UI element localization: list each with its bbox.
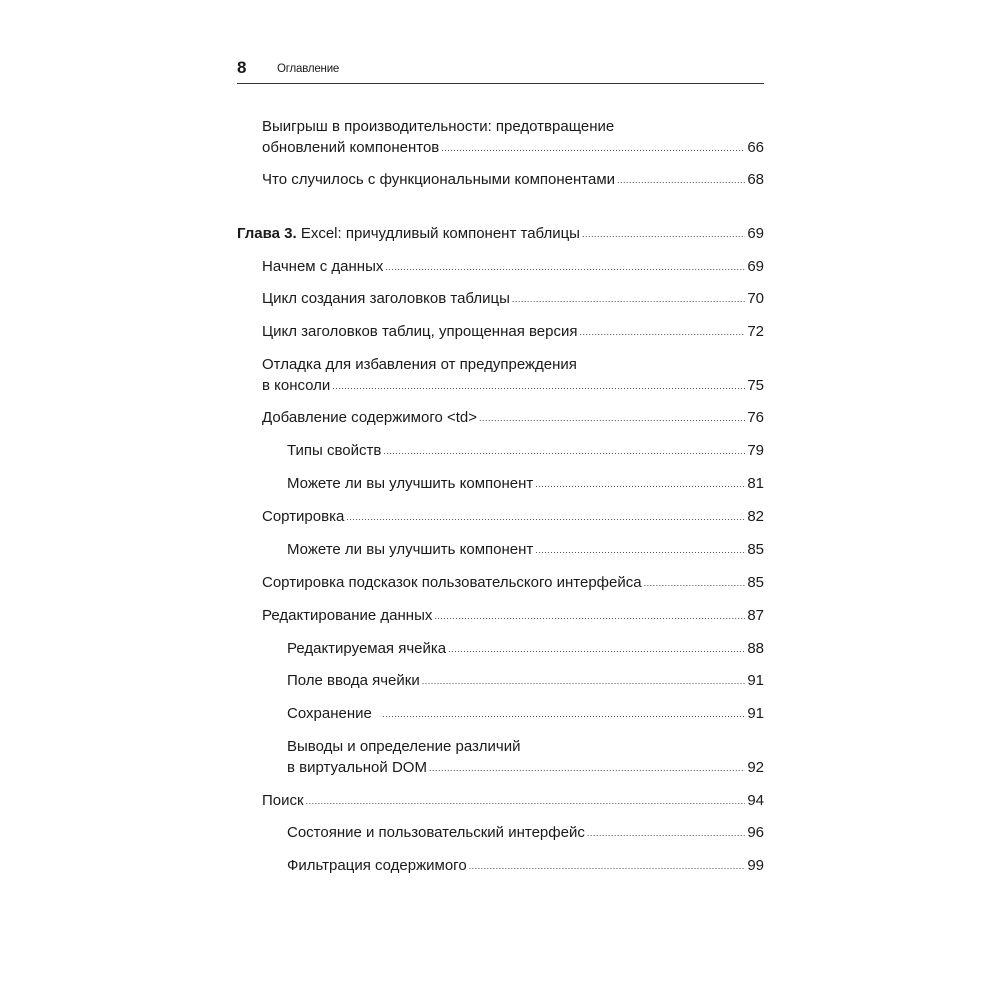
toc-entry <box>237 572 764 595</box>
toc-page-number: 79 <box>747 442 764 459</box>
dot-leader <box>434 606 745 627</box>
toc-entry-text: Поле ввода ячейки <box>287 672 420 689</box>
toc-entry-text-line1: Выводы и определение различий <box>287 738 521 755</box>
dot-leader <box>385 257 745 278</box>
toc-page-number: 94 <box>747 792 764 809</box>
toc-entry-text: Начнем с данных <box>262 258 384 275</box>
toc-entry <box>237 736 764 780</box>
dot-leader <box>535 474 745 495</box>
toc-page-number: 92 <box>747 759 764 776</box>
dot-leader <box>644 573 746 594</box>
dot-leader <box>512 289 745 310</box>
toc-entry-text: Состояние и пользовательский интерфейс <box>287 824 585 841</box>
chapter-title: Excel: причудливый компонент таблицы <box>296 225 580 242</box>
toc-entry-text: Поиск <box>262 792 304 809</box>
dot-leader <box>346 507 745 528</box>
book-page <box>237 0 764 1000</box>
toc-page-number: 91 <box>747 705 764 722</box>
toc-entry-text: Типы свойств <box>287 442 382 459</box>
toc-entry-text: Что случилось с функциональными компонентами <box>262 171 616 188</box>
toc-page-number: 81 <box>747 475 764 492</box>
toc-entry <box>237 256 764 279</box>
toc-entry <box>237 539 764 562</box>
toc-entry <box>237 116 764 160</box>
toc-page-number: 82 <box>747 508 764 525</box>
dot-leader <box>448 639 745 660</box>
toc-page-number: 68 <box>747 171 764 188</box>
toc-entry-text: Сортировка подсказок пользовательского интерфейса <box>262 574 642 591</box>
toc-page-number: 72 <box>747 323 764 340</box>
toc-page-number: 96 <box>747 824 764 841</box>
toc-entry <box>237 440 764 463</box>
toc-page-number: 76 <box>747 409 764 426</box>
toc-entry-text: в консоли <box>262 377 331 394</box>
running-head <box>237 57 764 84</box>
toc-entry <box>237 169 764 192</box>
toc-entry <box>237 354 764 398</box>
toc-entry-text: Фильтрация содержимого <box>287 857 467 874</box>
toc-page-number: 69 <box>747 258 764 275</box>
toc-entry-text: Можете ли вы улучшить компонент <box>287 475 534 492</box>
dot-leader <box>535 540 745 561</box>
toc-entry-text: Можете ли вы улучшить компонент <box>287 541 534 558</box>
toc-entry <box>237 506 764 529</box>
toc-page-number: 69 <box>747 225 764 242</box>
dot-leader <box>422 671 746 692</box>
dot-leader <box>469 856 746 877</box>
dot-leader <box>332 376 745 397</box>
toc-entry-text: Редактируемая ячейка <box>287 640 447 657</box>
toc-page-number: 91 <box>747 672 764 689</box>
toc-page-number: 99 <box>747 857 764 874</box>
toc-entry-text: Редактирование данных <box>262 607 433 624</box>
toc-page-number: 87 <box>747 607 764 624</box>
toc-entry-text: в виртуальной DOM <box>287 759 427 776</box>
toc-entry <box>237 605 764 628</box>
toc-entry-text: Добавление содержимого <td> <box>262 409 478 426</box>
toc-entry <box>237 703 764 726</box>
toc-entry <box>237 822 764 845</box>
toc-page-number: 85 <box>747 574 764 591</box>
dot-leader <box>579 322 745 343</box>
dot-leader <box>617 170 745 191</box>
toc-chapter-entry <box>237 223 764 246</box>
toc-entry-text: Сортировка <box>262 508 345 525</box>
toc-entry <box>237 790 764 813</box>
toc-entry <box>237 288 764 311</box>
toc-entry-text: Сохранение <box>287 705 381 722</box>
page-number: 8 <box>237 58 247 77</box>
dot-leader <box>383 441 745 462</box>
toc-entry <box>237 321 764 344</box>
toc-entry <box>237 855 764 878</box>
toc-entry <box>237 407 764 430</box>
dot-leader <box>479 408 745 429</box>
toc-entry <box>237 670 764 693</box>
dot-leader <box>582 224 745 245</box>
toc-entry-text-line1: Выигрыш в производительности: предотвращение <box>262 118 615 135</box>
dot-leader <box>306 791 746 812</box>
dot-leader <box>441 138 745 159</box>
toc-entry <box>237 638 764 661</box>
dot-leader <box>587 823 745 844</box>
toc-entry-text: Цикл создания заголовков таблицы <box>262 290 510 307</box>
toc-entry-text: обновлений компонентов <box>262 139 440 156</box>
section-title: Оглавление <box>277 63 340 75</box>
toc-entry-text: Цикл заголовков таблиц, упрощенная версия <box>262 323 578 340</box>
dot-leader <box>429 758 745 779</box>
toc-page-number: 66 <box>747 139 764 156</box>
toc-page-number: 75 <box>747 377 764 394</box>
toc-page-number: 70 <box>747 290 764 307</box>
toc-page-number: 85 <box>747 541 764 558</box>
toc-entry-text-line1: Отладка для избавления от предупреждения <box>262 356 577 373</box>
dot-leader <box>382 704 745 725</box>
toc-page-number: 88 <box>747 640 764 657</box>
chapter-label: Глава 3. <box>237 225 297 242</box>
toc-entry <box>237 473 764 496</box>
